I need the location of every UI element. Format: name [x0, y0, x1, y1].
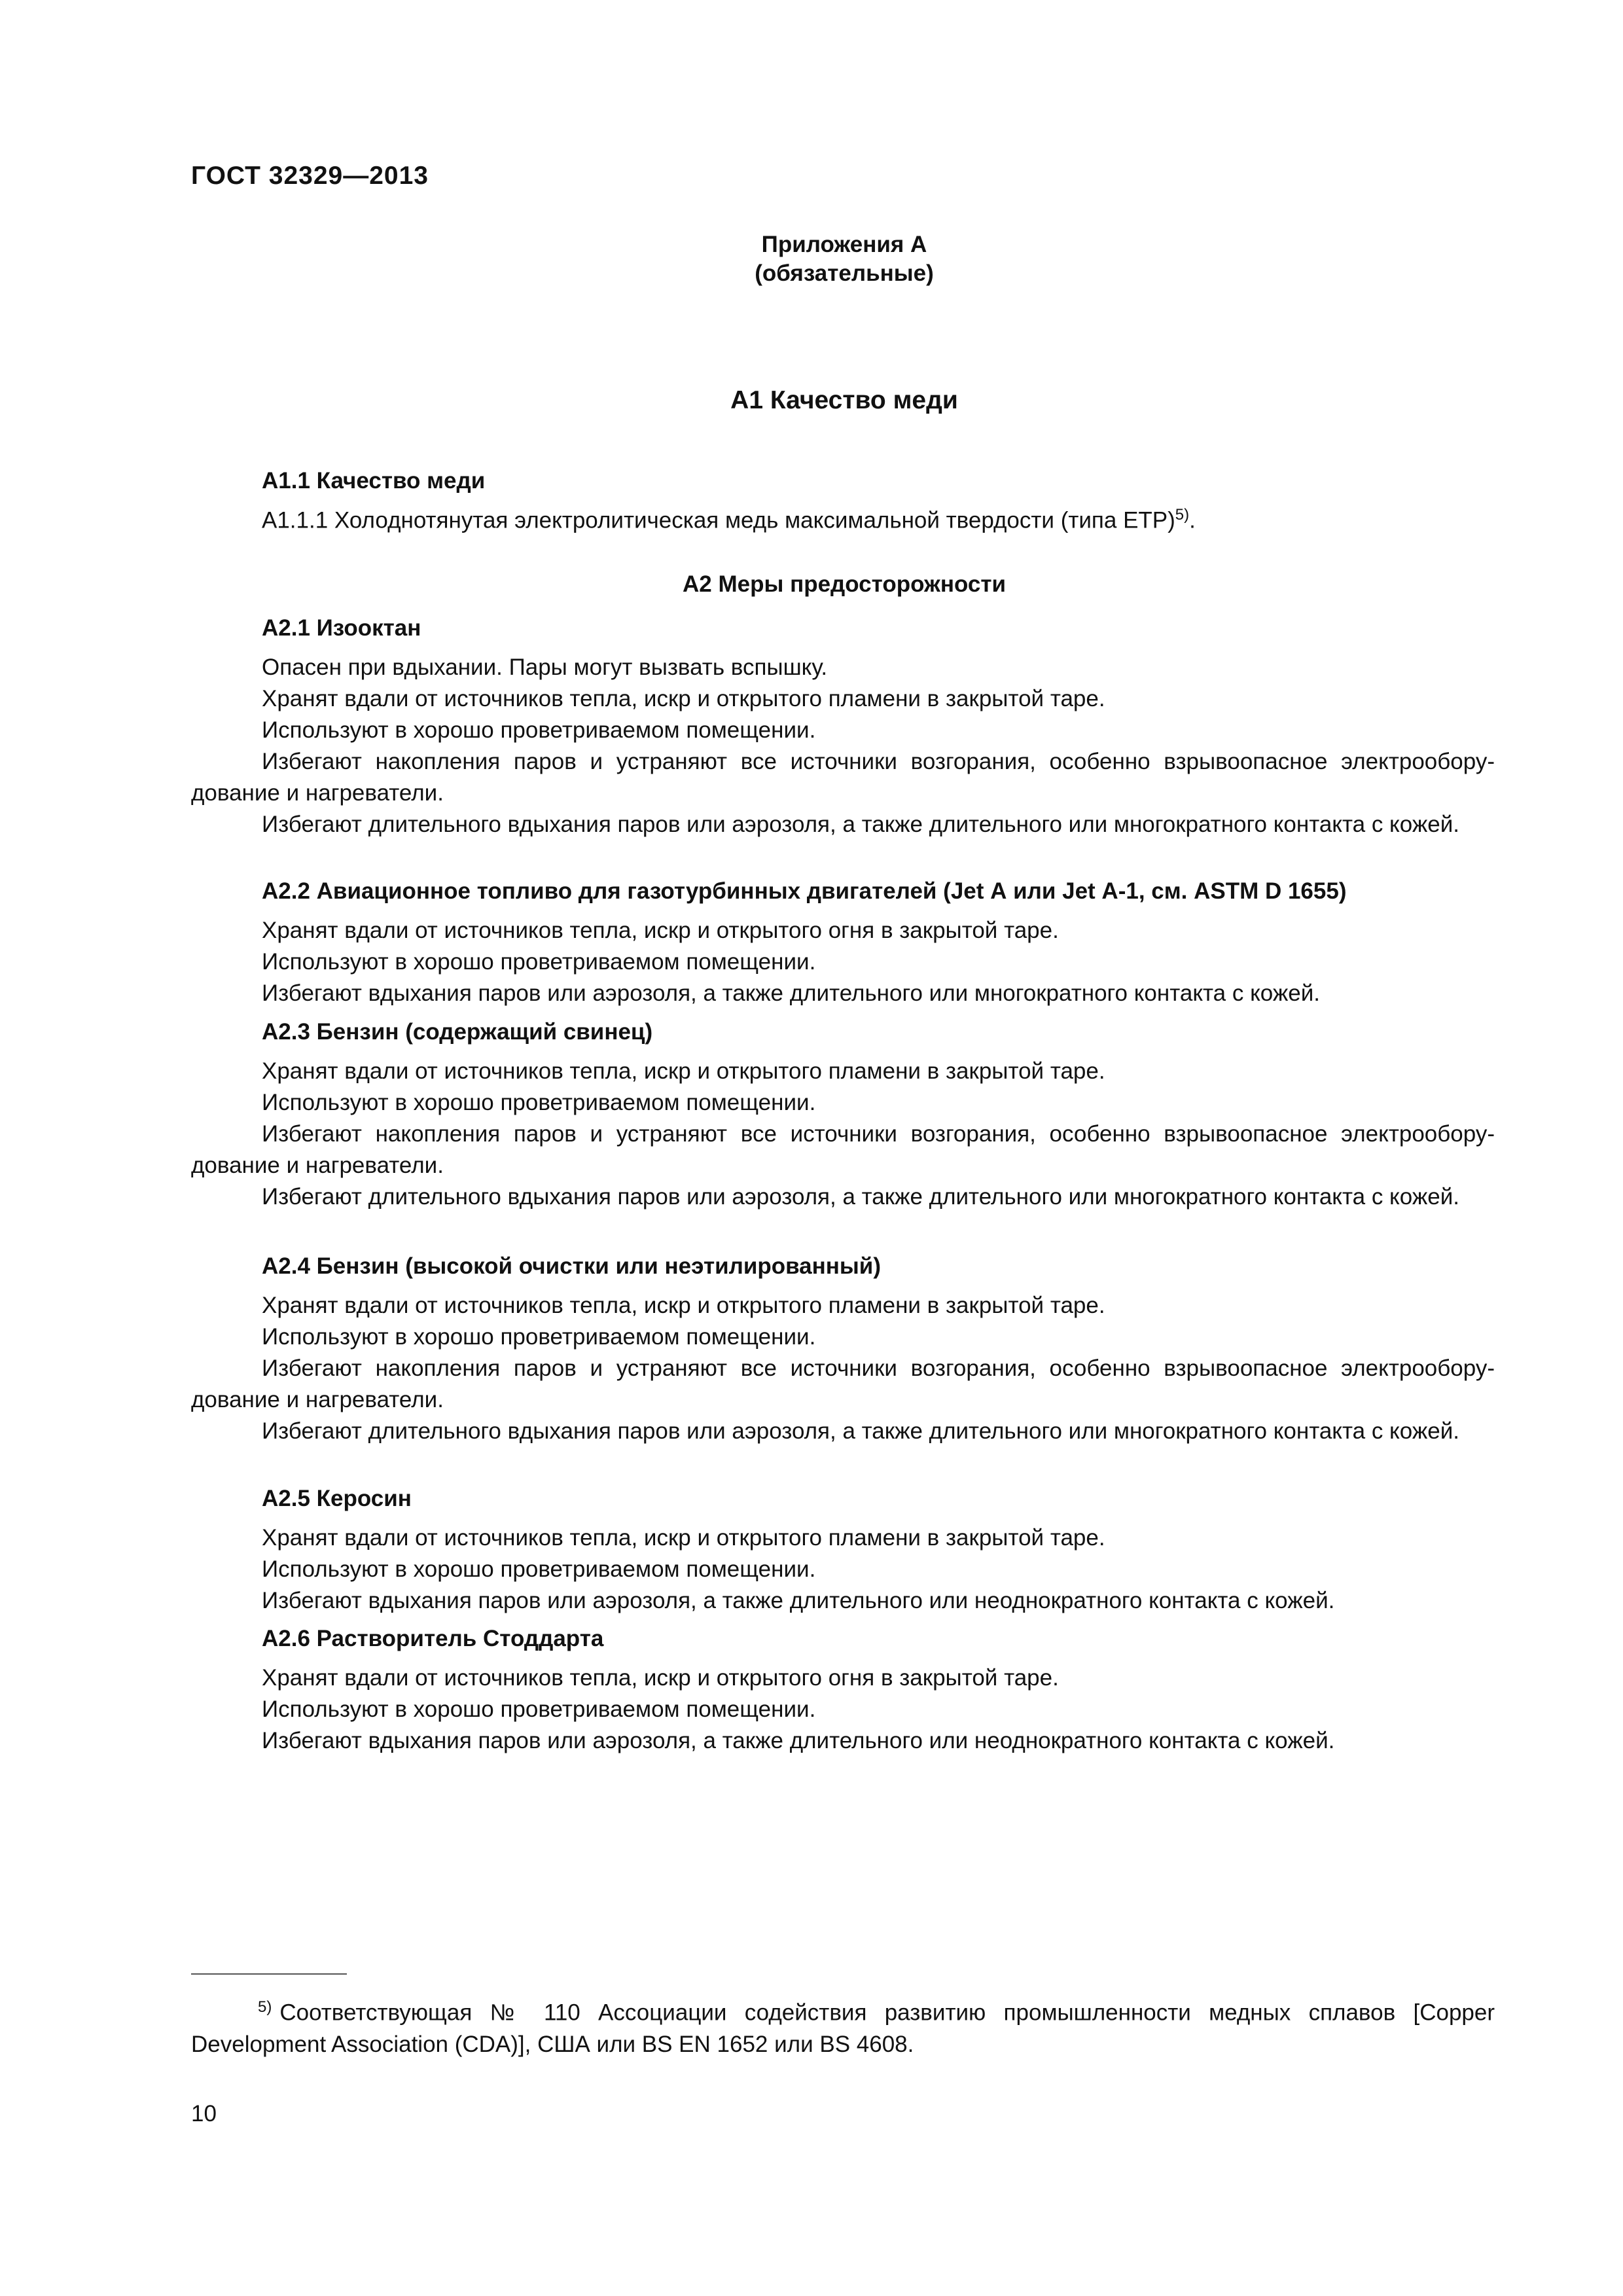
paragraph-line: Избегают длительного вдыхания паров или аэрозоля, а также длительного или многократного контакта с кожей. — [262, 1418, 1459, 1444]
paragraph-line: Хранят вдали от источников тепла, искр и открытого огня в закрытой таре. — [262, 1665, 1059, 1691]
footnote-ref: 5) — [1175, 506, 1190, 524]
heading-a2-5: А2.5 Керосин — [262, 1486, 412, 1511]
paragraph-a1-1-1-end: . — [1189, 507, 1196, 533]
annex-subtitle: (обязательные) — [755, 260, 934, 286]
heading-a2-3: А2.3 Бензин (содержащий свинец) — [262, 1019, 653, 1045]
paragraph-line: Используют в хорошо проветриваемом помещении. — [262, 1556, 816, 1582]
section-title-a1: А1 Качество меди — [730, 386, 958, 414]
paragraph-line: Избегают накопления паров и устраняют все источники возгорания, особенно взрывоопасное электрообору-дование и нагреватели. — [191, 1355, 1495, 1412]
paragraph-line: Хранят вдали от источников тепла, искр и открытого пламени в закрытой таре. — [262, 1293, 1105, 1318]
footnote — [191, 1992, 1495, 2060]
document-code: ГОСТ 32329—2013 — [191, 162, 429, 190]
paragraph-line: Используют в хорошо проветриваемом помещении. — [262, 1324, 816, 1350]
footnote-mark: 5) — [258, 1998, 272, 2016]
footnote-divider — [191, 1973, 347, 1975]
page-number: 10 — [191, 2101, 217, 2126]
paragraph-line: Используют в хорошо проветриваемом помещении. — [262, 1090, 816, 1115]
paragraph-a1-1-1 — [262, 499, 1196, 537]
section-title-a2: А2 Меры предосторожности — [682, 571, 1007, 597]
paragraph-a1-1-1-text: А1.1.1 Холоднотянутая электролитическая медь максимальной твердости (типа ЕТР) — [262, 507, 1175, 533]
paragraph-line: Используют в хорошо проветриваемом помещении. — [262, 1696, 816, 1722]
paragraph-line: Избегают накопления паров и устраняют все источники возгорания, особенно взрывоопасное электрообору-дование и нагреватели. — [191, 1121, 1495, 1178]
paragraph-line: Избегают вдыхания паров или аэрозоля, а также длительного или неоднократного контакта с кожей. — [262, 1588, 1335, 1613]
paragraph-line: Избегают вдыхания паров или аэрозоля, а также длительного или многократного контакта с кожей. — [262, 980, 1321, 1006]
paragraph-line: Опасен при вдыхании. Пары могут вызвать вспышку. — [262, 655, 828, 680]
annex-title: Приложения А — [761, 232, 927, 257]
paragraph-line: Хранят вдали от источников тепла, искр и открытого огня в закрытой таре. — [262, 918, 1059, 943]
paragraph-line: Используют в хорошо проветриваемом помещении. — [262, 717, 816, 743]
paragraph-line: Избегают длительного вдыхания паров или аэрозоля, а также длительного или многократного контакта с кожей. — [262, 1184, 1459, 1210]
paragraph-line: Избегают длительного вдыхания паров или аэрозоля, а также длительного или многократного контакта с кожей. — [262, 812, 1459, 837]
heading-a2-1: А2.1 Изооктан — [262, 615, 421, 641]
paragraph-line: Хранят вдали от источников тепла, искр и открытого пламени в закрытой таре. — [262, 1058, 1105, 1084]
paragraph-line: Избегают вдыхания паров или аэрозоля, а также длительного или неоднократного контакта с кожей. — [262, 1728, 1335, 1753]
paragraph-line: Используют в хорошо проветриваемом помещении. — [262, 949, 816, 975]
heading-a2-2: А2.2 Авиационное топливо для газотурбинных двигателей (Jet А или Jet А-1, см. ASTM D 1655) — [262, 878, 1347, 904]
paragraph-line: Хранят вдали от источников тепла, искр и открытого пламени в закрытой таре. — [262, 1525, 1105, 1551]
heading-a2-4: А2.4 Бензин (высокой очистки или неэтилированный) — [262, 1253, 881, 1279]
paragraph-line: Избегают накопления паров и устраняют все источники возгорания, особенно взрывоопасное электрообору-дование и нагреватели. — [191, 749, 1495, 806]
heading-a2-6: А2.6 Растворитель Стоддарта — [262, 1626, 604, 1651]
heading-a1-1: А1.1 Качество меди — [262, 468, 486, 493]
paragraph-line: Хранят вдали от источников тепла, искр и открытого пламени в закрытой таре. — [262, 686, 1105, 711]
footnote-text: Соответствующая № 110 Ассоциации содействия развитию промышленности медных сплавов [Copper Development Association (CDA)], США или BS EN 1652 или BS 4608. — [191, 2000, 1495, 2057]
